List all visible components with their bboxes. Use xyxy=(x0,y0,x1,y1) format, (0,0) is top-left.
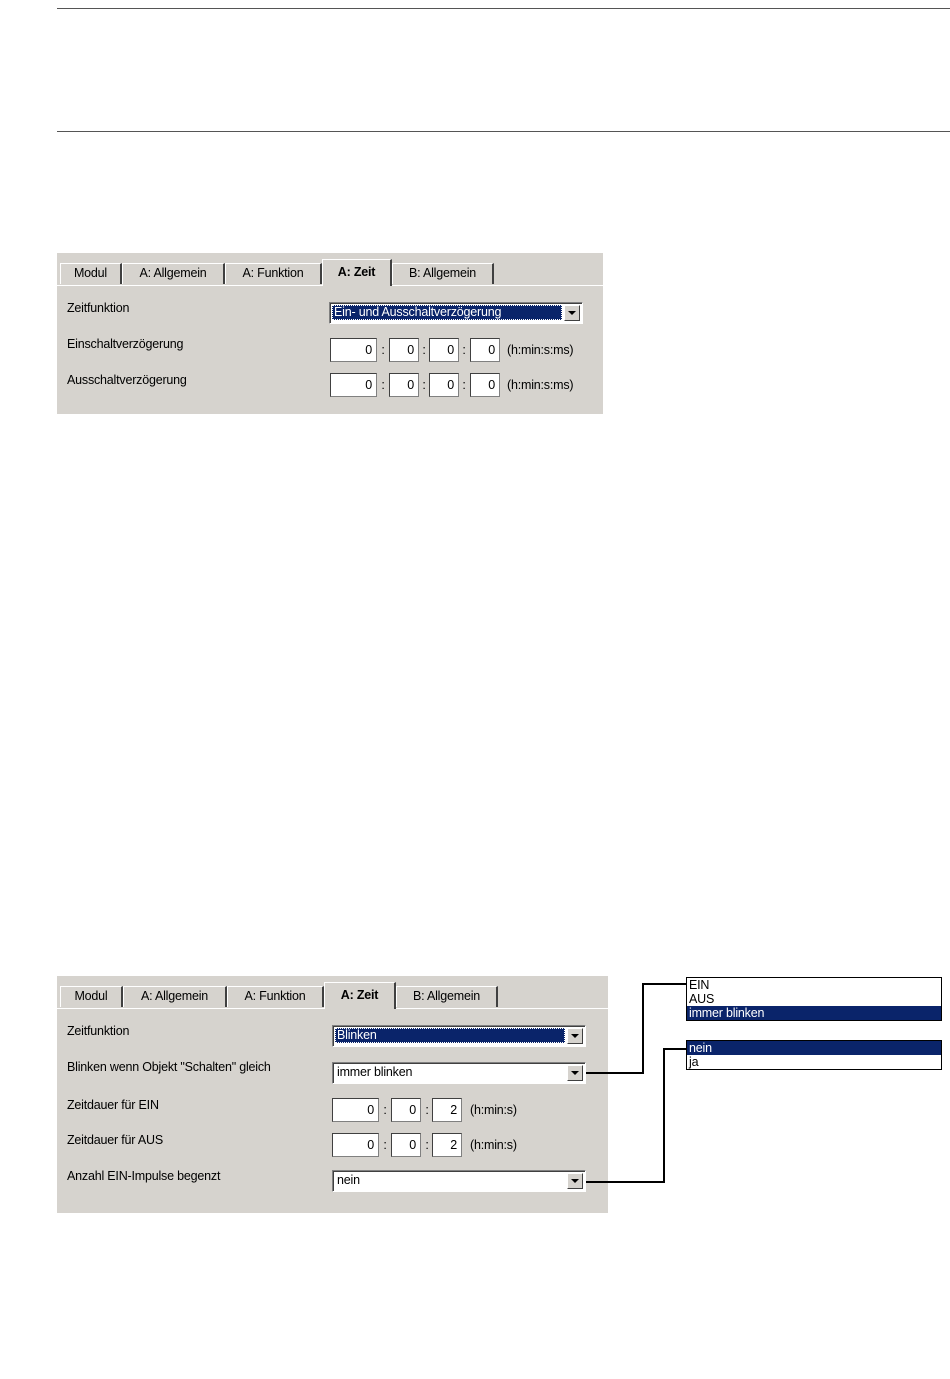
ausschalt-ms-field[interactable]: 0 xyxy=(470,373,500,397)
ausschalt-minutes-field[interactable]: 0 xyxy=(389,373,419,397)
tab-a-funktion[interactable]: A: Funktion xyxy=(225,263,322,284)
ausschalt-seconds-field[interactable]: 0 xyxy=(429,373,459,397)
colon-separator: : xyxy=(381,343,385,357)
dauer-aus-hours-field[interactable]: 0 xyxy=(332,1133,379,1157)
dauer-ein-hours-field[interactable]: 0 xyxy=(332,1098,379,1122)
dauer-aus-minutes-field[interactable]: 0 xyxy=(391,1133,421,1157)
colon-separator: : xyxy=(383,1103,387,1117)
option-immer-blinken[interactable]: immer blinken xyxy=(687,1006,941,1020)
colon-separator: : xyxy=(425,1138,429,1152)
zeitfunktion-label: Zeitfunktion xyxy=(67,301,130,315)
option-ja[interactable]: ja xyxy=(689,1055,699,1069)
blinken-wenn-label: Blinken wenn Objekt "Schalten" gleich xyxy=(67,1060,271,1074)
zeitfunktion-value: Blinken xyxy=(335,1028,565,1043)
ausschaltverzoegerung-label: Ausschaltverzögerung xyxy=(67,373,187,387)
einschalt-minutes-field[interactable]: 0 xyxy=(389,338,419,362)
colon-separator: : xyxy=(422,343,426,357)
anzahl-options-list xyxy=(686,1040,942,1070)
einschalt-unit: (h:min:s:ms) xyxy=(507,343,574,357)
colon-separator: : xyxy=(425,1103,429,1117)
dauer-ein-minutes-field[interactable]: 0 xyxy=(391,1098,421,1122)
colon-separator: : xyxy=(462,343,466,357)
connector-anzahl xyxy=(586,1049,686,1182)
tab-a-zeit[interactable]: A: Zeit xyxy=(324,982,396,1009)
tab-modul[interactable]: Modul xyxy=(60,986,123,1007)
colon-separator: : xyxy=(383,1138,387,1152)
dauer-aus-unit: (h:min:s) xyxy=(470,1138,517,1152)
dauer-aus-seconds-field[interactable]: 2 xyxy=(432,1133,462,1157)
colon-separator: : xyxy=(381,378,385,392)
zeitdauer-ein-label: Zeitdauer für EIN xyxy=(67,1098,159,1112)
anzahl-impulse-value: nein xyxy=(337,1173,360,1187)
dauer-ein-unit: (h:min:s) xyxy=(470,1103,517,1117)
tab-b-allgemein[interactable]: B: Allgemein xyxy=(396,986,498,1007)
option-nein[interactable]: nein xyxy=(687,1041,941,1055)
einschalt-hours-field[interactable]: 0 xyxy=(330,338,377,362)
ausschalt-hours-field[interactable]: 0 xyxy=(330,373,377,397)
zeitdauer-aus-label: Zeitdauer für AUS xyxy=(67,1133,163,1147)
tab-a-funktion[interactable]: A: Funktion xyxy=(227,986,324,1007)
einschalt-seconds-field[interactable]: 0 xyxy=(429,338,459,362)
colon-separator: : xyxy=(422,378,426,392)
connector-blinken xyxy=(586,984,686,1073)
dauer-ein-seconds-field[interactable]: 2 xyxy=(432,1098,462,1122)
tab-b-allgemein[interactable]: B: Allgemein xyxy=(392,263,494,284)
option-ein[interactable]: EIN xyxy=(689,978,710,992)
tab-a-zeit[interactable]: A: Zeit xyxy=(322,259,392,286)
colon-separator: : xyxy=(462,378,466,392)
tab-a-allgemein[interactable]: A: Allgemein xyxy=(122,263,225,284)
blinken-options-list xyxy=(686,977,942,1021)
einschaltverzoegerung-label: Einschaltverzögerung xyxy=(67,337,184,351)
zeitfunktion-label: Zeitfunktion xyxy=(67,1024,130,1038)
blinken-wenn-value: immer blinken xyxy=(337,1065,413,1079)
zeitfunktion-value: Ein- und Ausschaltverzögerung xyxy=(332,305,562,320)
tab-a-allgemein[interactable]: A: Allgemein xyxy=(123,986,227,1007)
option-aus[interactable]: AUS xyxy=(689,992,715,1006)
einschalt-ms-field[interactable]: 0 xyxy=(470,338,500,362)
tab-modul[interactable]: Modul xyxy=(60,263,122,284)
anzahl-impulse-label: Anzahl EIN-Impulse begenzt xyxy=(67,1169,221,1183)
ausschalt-unit: (h:min:s:ms) xyxy=(507,378,574,392)
